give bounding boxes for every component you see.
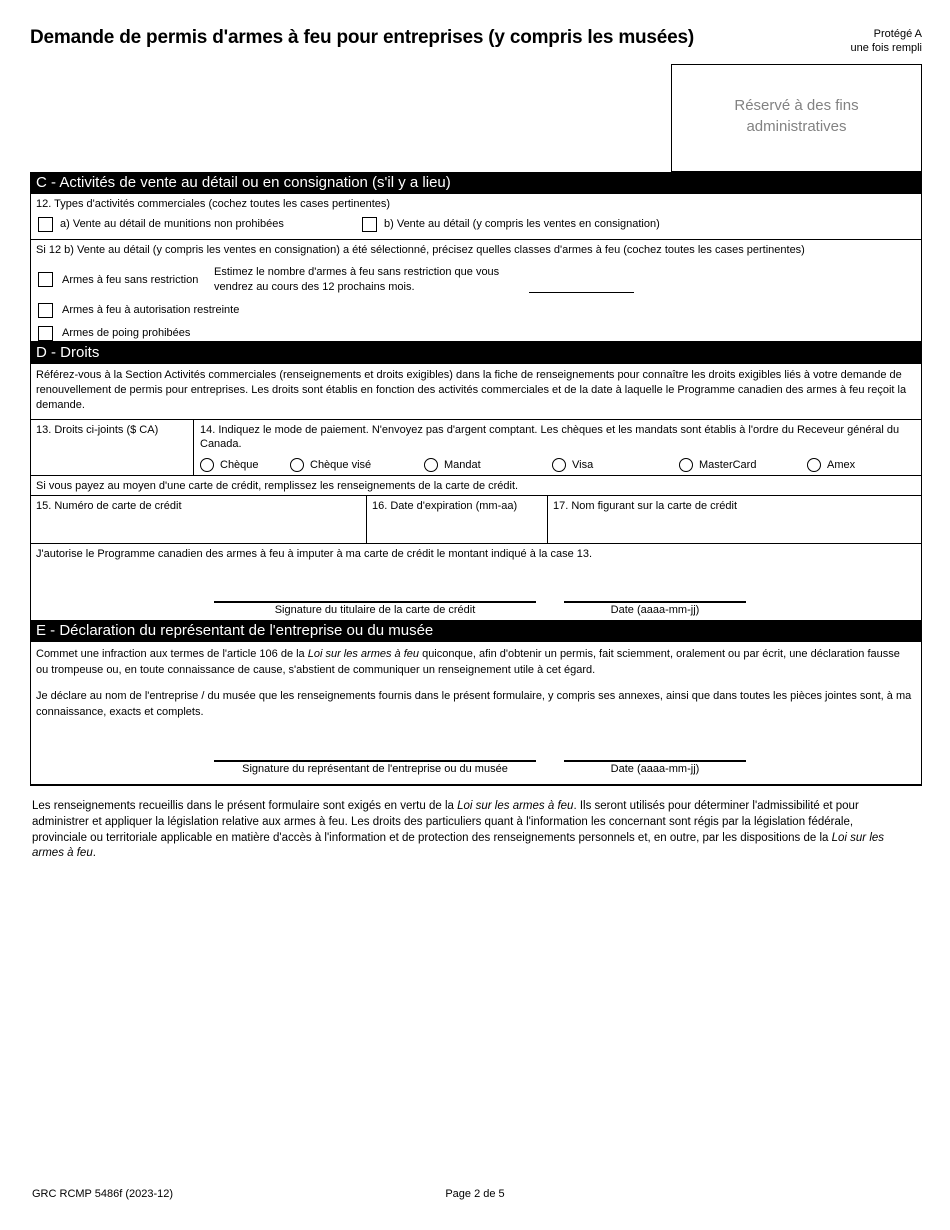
question-12b-classes	[31, 240, 921, 342]
si12b-label: Si 12 b) Vente au détail (y compris les ventes en consignation) a été sélectionné, précisez quelles classes d'armes à feu (cochez toutes les cases pertinentes)	[36, 243, 805, 256]
payment-option-mastercard[interactable]	[679, 458, 807, 472]
radio-cheque[interactable]	[200, 458, 214, 472]
section-c-header: C - Activités de vente au détail ou en consignation (s'il y a lieu)	[31, 172, 921, 194]
option-non-restricted-label: Armes à feu sans restriction	[62, 273, 199, 286]
radio-amex[interactable]	[807, 458, 821, 472]
declaration-paragraph-2: Je déclare au nom de l'entreprise / du musée que les renseignements fournis dans le présent formulaire, y compris ses annexes, ainsi que dans toutes les pièces jointes sont, à ma connaissance, exacts et complets.	[36, 690, 912, 718]
authorization-text: J'autorise le Programme canadien des armes à feu à imputer à ma carte de crédit le montant indiqué à la case 13.	[36, 548, 593, 561]
payment-option-visa-label: Visa	[572, 459, 594, 472]
radio-certified-cheque[interactable]	[290, 458, 304, 472]
cardholder-signature-line[interactable]	[214, 601, 536, 603]
admin-use-label: Réservé à des fins administratives	[734, 96, 859, 136]
option-prohibited-handguns-label: Armes de poing prohibées	[62, 327, 191, 340]
declaration-text	[36, 645, 916, 720]
estimate-note: Estimez le nombre d'armes à feu sans restriction que vous vendrez au cours des 12 prochains mois.	[214, 265, 500, 293]
payment-option-amex-label: Amex	[827, 459, 856, 472]
declaration-p1-post: quiconque, afin d'obtenir un permis, fait sciemment, oralement ou par écrit, une déclaration fausse ou trompeuse ou, en toute connaissance de cause, s'abstient de communiquer un renseignement utile à cet égard.	[36, 648, 900, 676]
credit-card-name-field[interactable]	[548, 496, 921, 543]
q16-label: 16. Date d'expiration (mm-aa)	[372, 500, 518, 513]
cardholder-signature-block	[214, 601, 536, 618]
q15-label: 15. Numéro de carte de crédit	[36, 500, 182, 513]
q13-label: 13. Droits ci-joints ($ CA)	[36, 423, 159, 436]
credit-authorization	[31, 544, 921, 620]
page-header	[0, 0, 950, 56]
representative-signature-line[interactable]	[214, 760, 536, 762]
admin-use-box	[671, 64, 922, 172]
admin-box-wrapper	[0, 64, 950, 172]
checkbox-prohibited-handguns[interactable]	[38, 326, 53, 341]
checkbox-restricted[interactable]	[38, 303, 53, 318]
radio-money-order[interactable]	[424, 458, 438, 472]
credit-card-number-field[interactable]	[31, 496, 367, 543]
credit-card-row	[31, 496, 921, 544]
fees-intro	[31, 364, 921, 420]
radio-mastercard[interactable]	[679, 458, 693, 472]
option-12b[interactable]	[362, 217, 660, 232]
representative-signature-label: Signature du représentant de l'entreprise ou du musée	[242, 762, 508, 775]
option-prohibited-handguns[interactable]	[36, 326, 916, 341]
privacy-act-italic-1: Loi sur les armes à feu	[457, 800, 574, 813]
protection-note: une fois rempli	[850, 42, 922, 55]
checkbox-12b[interactable]	[362, 217, 377, 232]
option-12a[interactable]	[38, 217, 284, 232]
payment-option-mastercard-label: MasterCard	[699, 459, 757, 472]
payment-option-money-order-label: Mandat	[444, 459, 481, 472]
payment-option-cheque-label: Chèque	[220, 459, 259, 472]
fees-intro-text: Référez-vous à la Section Activités commerciales (renseignements et droits exigibles) dans la fiche de renseignements pour connaître les droits exigibles liés à votre demande de renouvellement de permis pour entreprises. Les droits sont établis en fonction des activités commerciales et de la date à laquelle le Programme canadien des armes à feu reçoit la demande.	[36, 368, 907, 412]
payment-options	[200, 458, 915, 472]
privacy-part2: . Ils seront utilisés pour déterminer l'admissibilité et pour administrer et appliquer la législation relative aux armes à feu. Les droits des particuliers quant à l'information les concernant sont régis par la législation fédérale, provinciale ou territoriale applicable en matière d'accès à l'information et de protection des renseignements personnels et, en outre, par les dispositions de la	[32, 800, 859, 844]
payment-option-visa[interactable]	[552, 458, 679, 472]
page-title: Demande de permis d'armes à feu pour entreprises (y compris les musées)	[30, 27, 695, 48]
checkbox-12a[interactable]	[38, 217, 53, 232]
representative-date-block	[564, 760, 746, 777]
privacy-part3: .	[92, 847, 96, 860]
cardholder-signature-label: Signature du titulaire de la carte de crédit	[274, 603, 476, 616]
act-title-italic: Loi sur les armes à feu	[307, 648, 420, 661]
page-footer	[0, 1188, 950, 1202]
option-restricted[interactable]	[36, 303, 916, 318]
privacy-act-italic-2: Loi sur les armes à feu	[32, 831, 885, 860]
q12-label: 12. Types d'activités commerciales (cochez toutes les cases pertinentes)	[36, 197, 391, 210]
q14-label: 14. Indiquez le mode de paiement. N'envoyez pas d'argent comptant. Les chèques et les mandats sont établis à l'ordre du Receveur général du Canada.	[200, 423, 900, 451]
form-number: GRC RCMP 5486f (2023-12)	[32, 1188, 174, 1200]
privacy-part1: Les renseignements recueillis dans le présent formulaire sont exigés en vertu de la	[32, 800, 458, 813]
section-e-header: E - Déclaration du représentant de l'entreprise ou du musée	[31, 620, 921, 642]
representative-date-label: Date (aaaa-mm-jj)	[610, 762, 700, 775]
payment-option-certified-cheque[interactable]	[290, 458, 424, 472]
protection-marking	[850, 26, 922, 56]
credit-card-note: Si vous payez au moyen d'une carte de crédit, remplissez les renseignements de la carte de crédit.	[31, 476, 921, 496]
declaration-p1-pre: Commet une infraction aux termes de l'article 106 de la	[36, 648, 308, 661]
option-restricted-label: Armes à feu à autorisation restreinte	[62, 304, 240, 317]
fees-row	[31, 420, 921, 477]
question-12	[31, 194, 921, 240]
representative-date-line[interactable]	[564, 760, 746, 762]
payment-option-certified-cheque-label: Chèque visé	[310, 459, 372, 472]
payment-option-money-order[interactable]	[424, 458, 552, 472]
representative-signature-row	[214, 760, 916, 777]
option-non-restricted[interactable]	[36, 265, 916, 295]
page-number: Page 2 de 5	[445, 1188, 505, 1200]
checkbox-non-restricted[interactable]	[38, 272, 53, 287]
option-12a-label: a) Vente au détail de munitions non prohibées	[60, 218, 284, 231]
credit-card-expiry-field[interactable]	[367, 496, 548, 543]
form-body	[30, 172, 922, 787]
cardholder-date-label: Date (aaaa-mm-jj)	[610, 603, 700, 616]
declaration-paragraph-1	[36, 647, 914, 678]
cardholder-date-block	[564, 601, 746, 618]
payment-method	[194, 420, 921, 476]
payment-option-amex[interactable]	[807, 458, 855, 472]
protection-level: Protégé A	[873, 28, 922, 40]
cardholder-signature-row	[214, 601, 916, 618]
section-d-header: D - Droits	[31, 342, 921, 364]
declaration-cell	[31, 642, 921, 784]
cardholder-date-line[interactable]	[564, 601, 746, 603]
q17-label: 17. Nom figurant sur la carte de crédit	[553, 500, 738, 513]
option-12b-label: b) Vente au détail (y compris les ventes en consignation)	[384, 218, 660, 231]
radio-visa[interactable]	[552, 458, 566, 472]
representative-signature-block	[214, 760, 536, 777]
q12-options	[36, 217, 916, 237]
fee-amount-field[interactable]	[31, 420, 194, 476]
payment-option-cheque[interactable]	[200, 458, 290, 472]
privacy-notice	[32, 799, 890, 862]
estimated-count-field[interactable]	[529, 278, 634, 293]
